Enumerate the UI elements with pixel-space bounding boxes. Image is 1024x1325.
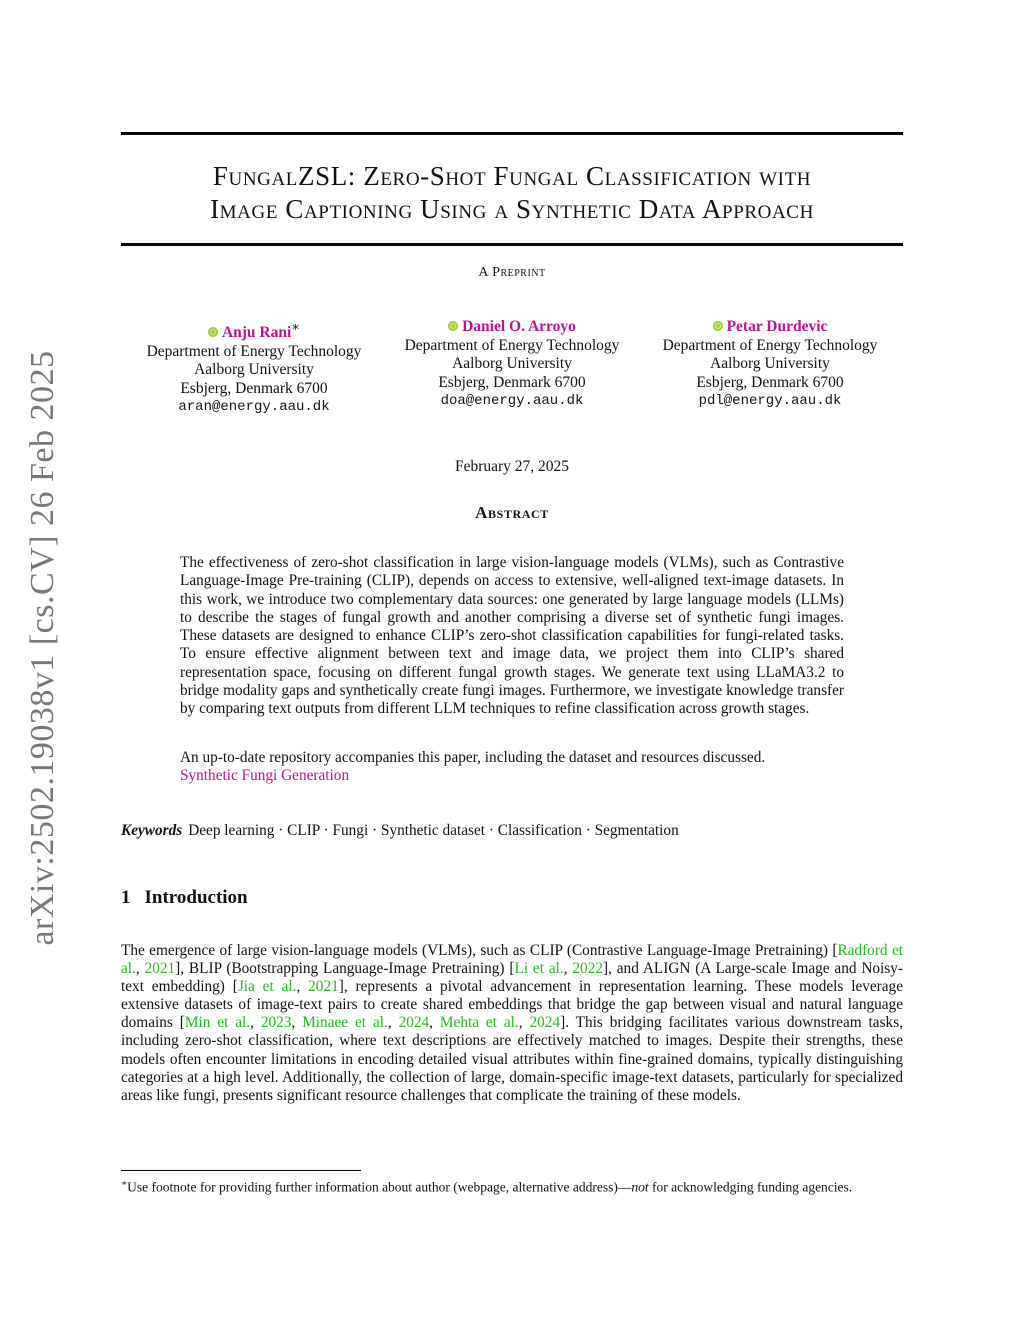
intro-text-run: ], and ALIGN (A Large-scale Image and Noisy-text embedding) [ xyxy=(121,960,904,996)
preprint-label: A Preprint xyxy=(478,265,546,280)
repository-link[interactable]: Synthetic Fungi Generation xyxy=(180,767,350,785)
author-name[interactable]: Daniel O. Arroyo xyxy=(462,318,576,335)
author-email[interactable]: pdl@energy.aau.dk xyxy=(698,393,842,409)
author-footnote-mark[interactable]: ∗ xyxy=(291,319,301,334)
section-heading-introduction xyxy=(121,887,248,909)
footnote-mark: ∗ xyxy=(121,1178,128,1188)
footnote-text-end: for acknowledging funding agencies. xyxy=(648,1179,853,1195)
abstract-paragraph-2 xyxy=(180,749,844,786)
citation-link[interactable]: 2021 xyxy=(308,978,339,996)
author-email[interactable]: aran@energy.aau.dk xyxy=(178,399,330,416)
title-top-rule xyxy=(121,132,903,135)
intro-text-run: , xyxy=(291,1014,303,1032)
footnote-emphasis: not xyxy=(631,1179,649,1195)
orcid-icon[interactable] xyxy=(713,321,723,331)
author-block-1 xyxy=(129,318,379,417)
author-address: Esbjerg, Denmark 6700 xyxy=(180,379,328,397)
footnote xyxy=(121,1175,903,1196)
intro-text-run: ]. This bridging facilitates various downstream tasks, including zero-shot classification, where text descriptions are effectively matched to images. Despite their strengths, these models often encounter limitations in encoding detailed visual attributes within fine-grained domains, typically distinguishing categories at a high level. Additionally, the collection of large, domain-specific image-text datasets, particularly for specialized areas like fungi, presents significant resource challenges that complicate the training of these models. xyxy=(121,1014,903,1104)
intro-text-run: , xyxy=(296,978,309,996)
citation-link[interactable]: Radford et al. xyxy=(121,942,903,978)
keywords-list: Deep learning · CLIP · Fungi · Synthetic dataset · Classification · Segmentation xyxy=(188,822,679,839)
citation-link[interactable]: 2023 xyxy=(260,1014,292,1032)
footnote-divider xyxy=(121,1170,361,1171)
citation-link[interactable]: Minaee et al. xyxy=(302,1014,388,1032)
title-line-2: Image Captioning Using a Synthetic Data Approach xyxy=(210,194,814,224)
orcid-icon[interactable] xyxy=(208,327,218,337)
abstract-paragraph-1: The effectiveness of zero-shot classification in large vision-language models (VLMs), such as Contrastive Language-Image Pre-training (CLIP), depends on access to extensive, well-aligned text-image datasets. In this work, we introduce two complementary data sources: one generated by large language models (LLMs) to describe the stages of fungal growth and another comprising a diverse set of synthetic fungi images. These datasets are designed to enhance CLIP’s zero-shot classification capabilities for fungi-related tasks. To ensure effective alignment between text and image data, we project them into CLIP’s shared representation space, focusing on different fungal growth stages. We generate text using LLaMA3.2 to bridge modality gaps and synthetically create fungi images. Furthermore, we investigate knowledge transfer by comparing text outputs from different LLM techniques to refine classification across growth stages. xyxy=(180,554,844,718)
intro-text-run: The emergence of large vision-language models (VLMs), such as CLIP (Contrastive Language-Image Pretraining) [ xyxy=(121,942,838,959)
author-block-3 xyxy=(645,318,895,411)
arxiv-side-stamp: arXiv:2502.19038v1 [cs.CV] 26 Feb 2025 xyxy=(24,350,61,946)
orcid-icon[interactable] xyxy=(448,321,458,331)
author-block-2 xyxy=(387,318,637,411)
citation-link[interactable]: 2024 xyxy=(529,1014,561,1032)
author-name[interactable]: Petar Durdevic xyxy=(726,318,828,335)
keywords-line xyxy=(121,822,903,840)
footnote-text: Use footnote for providing further information about author (webpage, alternative address)— xyxy=(127,1179,632,1195)
citation-link[interactable]: Mehta et al. xyxy=(439,1014,519,1032)
citation-link[interactable]: Jia et al. xyxy=(237,978,297,996)
intro-text-run: ], represents a pivotal advancement in representation learning. These models leverage extensive datasets of image-text pairs to create shared embeddings that bridge the gap between visual and natural language domains [ xyxy=(121,978,903,1032)
author-university: Aalborg University xyxy=(194,361,314,379)
citation-link[interactable]: 2021 xyxy=(144,960,176,978)
author-department: Department of Energy Technology xyxy=(146,342,362,360)
paper-title xyxy=(121,160,903,226)
author-address: Esbjerg, Denmark 6700 xyxy=(696,373,844,391)
author-department: Department of Energy Technology xyxy=(404,336,620,354)
introduction-paragraph xyxy=(121,942,903,1105)
author-name[interactable]: Anju Rani xyxy=(221,324,292,342)
author-email[interactable]: doa@energy.aau.dk xyxy=(440,393,584,409)
intro-text-run: , xyxy=(563,960,573,978)
citation-link[interactable]: 2022 xyxy=(572,960,603,978)
author-university: Aalborg University xyxy=(452,355,572,372)
intro-text-run: , xyxy=(135,960,145,978)
intro-text-run: , xyxy=(387,1014,399,1032)
keywords-label: Keywords xyxy=(121,822,183,839)
author-university: Aalborg University xyxy=(710,355,830,372)
section-number: 1 xyxy=(121,887,131,908)
author-department: Department of Energy Technology xyxy=(662,336,878,354)
section-title: Introduction xyxy=(144,887,248,908)
intro-text-run: , xyxy=(250,1014,261,1032)
abstract-heading: Abstract xyxy=(475,503,549,522)
title-line-1: FungalZSL: Zero-Shot Fungal Classification with xyxy=(212,161,812,191)
citation-link[interactable]: 2024 xyxy=(398,1014,430,1032)
citation-link[interactable]: Min et al. xyxy=(184,1014,251,1032)
publication-date: February 27, 2025 xyxy=(454,458,570,475)
intro-text-run: , xyxy=(429,1014,440,1032)
citation-link[interactable]: Li et al. xyxy=(514,960,564,978)
author-address: Esbjerg, Denmark 6700 xyxy=(438,373,586,391)
intro-text-run: ], BLIP (Bootstrapping Language-Image Pretraining) [ xyxy=(175,960,515,978)
title-bottom-rule xyxy=(121,243,903,246)
intro-text-run: , xyxy=(518,1014,530,1032)
repository-sentence: An up-to-date repository accompanies this paper, including the dataset and resources discussed. xyxy=(180,749,766,766)
